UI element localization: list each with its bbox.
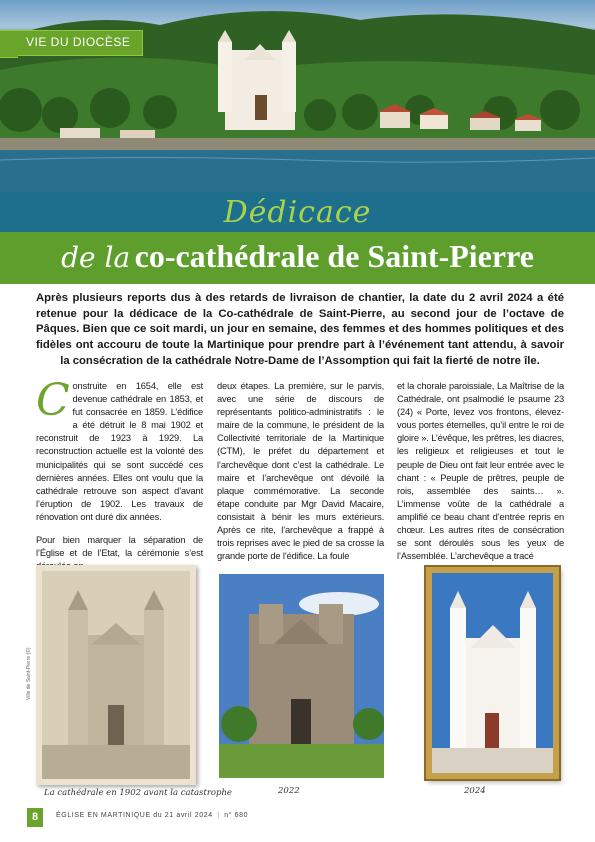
caption-photo-2024: 2024 <box>464 786 486 796</box>
footer-separator: | <box>217 812 220 819</box>
title-script: Dédicace <box>223 195 372 230</box>
page-title <box>0 238 595 275</box>
caption-photo-2022: 2022 <box>278 786 300 796</box>
paragraph-text: onstruite en 1654, elle est devenue cathédrale en 1853, et fut consacrée en 1859. L’édifice a été détruit le 8 mai 1902 et reconstruit de 1923 à 1929. La reconstruction actuelle est la volonté des municipalités qui se sont succédé ces dernières années. Elles ont voulu que la cathédrale retrouve son aspect d’avant l’éruption de 1902. Les travaux de rénovation ont duré dix années. <box>36 381 203 522</box>
photo-1902-drawing <box>36 565 196 785</box>
photo-2024 <box>426 567 559 779</box>
photo-2022-drawing <box>219 574 384 778</box>
footer-publication <box>56 812 248 819</box>
paragraph: Pour bien marquer la séparation de l’Église et de l’Etat, la cérémonie s’est <box>36 535 203 559</box>
title-main-text: co-cathédrale de Saint-Pierre <box>134 238 534 274</box>
title-prefix: de la <box>61 241 131 274</box>
hero-photo <box>0 0 595 195</box>
publication-name: ÉGLISE EN MARTINIQUE <box>56 812 151 819</box>
paragraph <box>36 375 203 524</box>
photo-2024-drawing <box>432 573 553 773</box>
paragraph: deux étapes. La première, sur le parvis, avec une série de discours de représentants politico-administratifs : le maire de la commune, le président de la Collectivité territoriale de la Martinique (CTM), le préfet du département et l’archevêque dont c’est la cathédrale. Le maire et l’archevêque ont dévoilé la plaque commémorative. La seconde étape conduite par Mgr David Macaire, consistait à bénir les murs extérieurs. Après ce rite, l’archevêque a frappé à trois reprises avec le pied de sa crosse la grande porte de l’édifice. La foule <box>217 381 384 562</box>
publication-date: du 21 avril 2024 <box>153 812 213 819</box>
paragraph: et la chorale paroissiale, La Maîtrise de la Cathédrale, ont psalmodié le psaume 23 (24) « Porte, levez vos frontons, élevez-vous portes éternelles, qu’il entre le roi de gloire ». L’évêque, les prêtres, les diacres, les religieux et religieuses et tout le peuple de Dieu ont fait leur entrée avec le chant : « Peuple de prêtres, peuple de rois, assemblée des saints… ». L’immense voûte de la cathédrale a amplifié ce beau chant d’entrée repris en chœur. Les autres rites de consécration se sont déroulés sous les yeux de l’Assemblée. L’archevêque a tracé <box>397 381 564 562</box>
photo-1902 <box>36 565 196 785</box>
section-tag: VIE DU DIOCÈSE <box>18 30 143 56</box>
page-number: 8 <box>27 808 43 827</box>
drop-cap: C <box>36 375 70 426</box>
column-2 <box>217 380 384 573</box>
issue-number: n° 680 <box>224 812 249 819</box>
caption-photo-1902: La cathédrale en 1902 avant la catastrophe <box>44 788 232 798</box>
photo-credit: Ville de Saint-Pierre (©) <box>26 647 32 700</box>
lead-paragraph: Après plusieurs reports dus à des retards de livraison de chantier, la date du 2 avril 2024 a été retenue pour la dédicace de la Co-cathédrale de Saint-Pierre, au second jour de l’octave de Pâques. Bien que ce soit mardi, un jour en semaine, des femmes et des hommes politiques et des fidèles ont accouru de toute la Martinique pour prendre part à l’événement tant attendu, à savoir la consécration de la cathédrale Notre-Dame de l’Assomption qui fait la fierté de notre île. <box>36 292 564 367</box>
column-1 <box>36 375 203 583</box>
column-3 <box>397 380 564 573</box>
photo-2022 <box>219 574 384 778</box>
